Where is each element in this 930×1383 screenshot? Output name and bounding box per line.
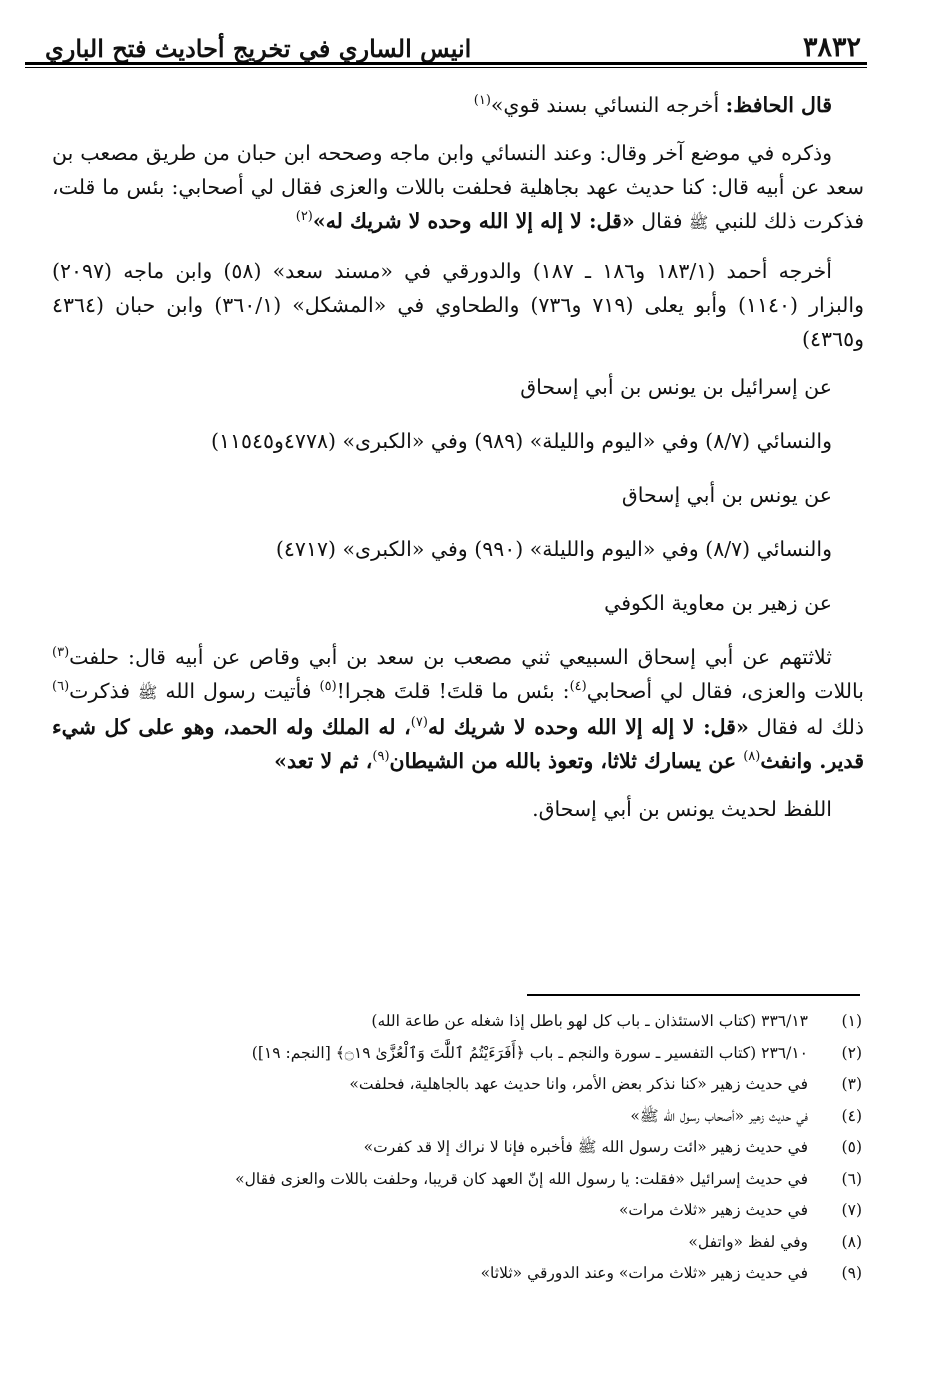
hadith-bold-text: «قل: لا إله إلا الله وحده لا شريك له [427,715,749,739]
footnote-text: في حديث زهير «ثلاث مرات» وعند الدورقي «ثلاثا» [480,1264,808,1282]
quote-text: أخرجه النسائي بسند قوي» [490,93,726,117]
footnote-ref: (٤) [569,679,587,695]
main-text [52,88,864,826]
footnote [90,1132,862,1164]
hadith-text: باللات والعزى، فقال لي أصحابي [586,679,864,703]
footnote-ref: (٨) [743,749,761,765]
footnote-number: (٨) [841,1232,862,1251]
footnote-number: (٢) [841,1043,862,1062]
footnote-text: في حديث زهير «كنا نذكر بعض الأمر، وانا حديث عهد بالجاهلية، فحلفت» [349,1075,808,1093]
page-number: ٣٨٣٢ [802,32,861,63]
isnad-line: عن إسرائيل بن يونس بن أبي إسحاق [520,375,832,399]
isnad-line: والنسائي (٨/٧) وفي «اليوم والليلة» (٩٩٠) وفي «الكبرى» (٤٧١٧) [275,537,832,561]
isnad-line: والنسائي (٨/٧) وفي «اليوم والليلة» (٩٨٩) وفي «الكبرى» (٤٧٧٨و١١٥٤٥) [210,429,832,453]
hadith-bold-text: ، ثم لا تعد» [274,749,373,773]
footnote-text: في حديث إسرائيل «فقلت: يا رسول الله إنّ العهد كان قريبا، وحلفت باللات والعزى فقال» [235,1169,808,1188]
footnote-text: في حديث زهير «أصحاب رسول الله ﷺ» [630,1106,808,1125]
footnote-separator [527,994,860,996]
footnote [90,1069,862,1101]
hadith-text: ذلك له فقال [748,715,864,739]
hadith-text: فذكرت [69,679,139,703]
salawat-symbol: ﷺ [689,213,709,232]
footnote [90,1038,862,1070]
footnote [90,1258,862,1290]
footnote-ref: (٧) [410,715,428,731]
narration-text: فقال [634,209,690,233]
footnote-number: (٥) [841,1138,862,1156]
footnote [90,1195,862,1227]
footnote-number: (١) [841,1012,862,1030]
hadith-bold-text: عن يسارك ثلاثا، وتعوذ بالله من الشيطان [389,749,744,773]
hadith-text: ثلاثتهم عن أبي إسحاق السبيعي ثني مصعب بن سعد بن أبي وقاص عن أبيه قال: حلفت [69,645,832,669]
footnote-number: (٦) [841,1169,862,1188]
footnote-ref: (٢) [295,209,313,225]
hadith-text: : بئس ما قلتَ! قلتَ هجرا! [336,679,570,703]
quote-label: قال الحافظ: [725,93,832,117]
footnote-ref: (٣) [52,645,70,661]
footnote-text: ٢٣٦/١٠ (كتاب التفسير ـ سورة والنجم ـ باب ﴿أَفَرَءَيْتُمُ ٱللَّٰتَ وَٱلْعُزَّىٰ ۝١٩﴾ [النجم: ١٩]) [251,1043,808,1062]
footnote-number: (٣) [841,1075,862,1093]
footnote-text: ٣٣٦/١٣ (كتاب الاستئذان ـ باب كل لهو باطل إذا شغله عن طاعة الله) [371,1012,808,1030]
narration-text: وذكره في موضع آخر وقال: وعند النسائي وابن ماجه وصححه ابن حبان من طريق مصعب بن سعد عن أبيه قال: كنا حديث عهد بجاهلية فحلفت باللات والعزى فقال لي أصحابي: بئس ما قلت، فذكرت ذلك للنبي [52,141,864,233]
footnote-number: (٩) [841,1264,862,1282]
paragraph-narration [52,136,864,240]
salawat-symbol: ﷺ [138,683,158,702]
footnote-ref: (٥) [319,679,337,695]
wording-note: اللفظ لحديث يونس بن أبي إسحاق. [532,797,832,821]
hadith-bold-text: «قل: لا إله إلا الله وحده لا شريك له» [312,209,635,233]
footnote-text: وفي لفظ «واتفل» [688,1232,808,1251]
hadith-text: فأتيت رسول الله [157,679,320,703]
footnote-number: (٧) [841,1201,862,1219]
footnote [90,1101,862,1133]
footnote-text: في حديث زهير «ثلاث مرات» [618,1201,808,1219]
footnote-text: في حديث زهير «ائت رسول الله ﷺ فأخبره فإنا لا نراك إلا قد كفرت» [363,1138,808,1156]
isnad-line: عن يونس بن أبي إسحاق [621,483,832,507]
hafiz-quote [52,88,864,122]
paragraph-takhrij: أخرجه أحمد (١٨٣/١ و١٨٦ ـ ١٨٧) والدورقي في «مسند سعد» (٥٨) وابن ماجه (٢٠٩٧) والبزار (١١٤٠) وأبو يعلى (٧١٩ و٧٣٦) والطحاوي في «المشكل» (٣٦٠/١) وابن حبان (٤٣٦٤ و٤٣٦٥) [52,259,864,351]
footnote-ref: (١) [473,93,491,109]
header-rule [25,62,867,68]
isnad-line: عن زهير بن معاوية الكوفي [604,591,832,615]
footnote-ref: (٦) [52,679,70,695]
footnote [90,1006,862,1038]
footnote [90,1227,862,1259]
footnote-number: (٤) [841,1106,862,1125]
footnote-ref: (٩) [372,749,390,765]
footnote [90,1164,862,1196]
paragraph-hadith [52,640,864,778]
footnotes [90,1006,862,1290]
book-title: انيس الساري في تخريج أحاديث فتح الباري [45,34,472,63]
running-header [25,30,867,68]
hadith-bold-text: ، له الملك وله الحمد، وهو على كل شيء قدير. وانفث [52,715,864,773]
